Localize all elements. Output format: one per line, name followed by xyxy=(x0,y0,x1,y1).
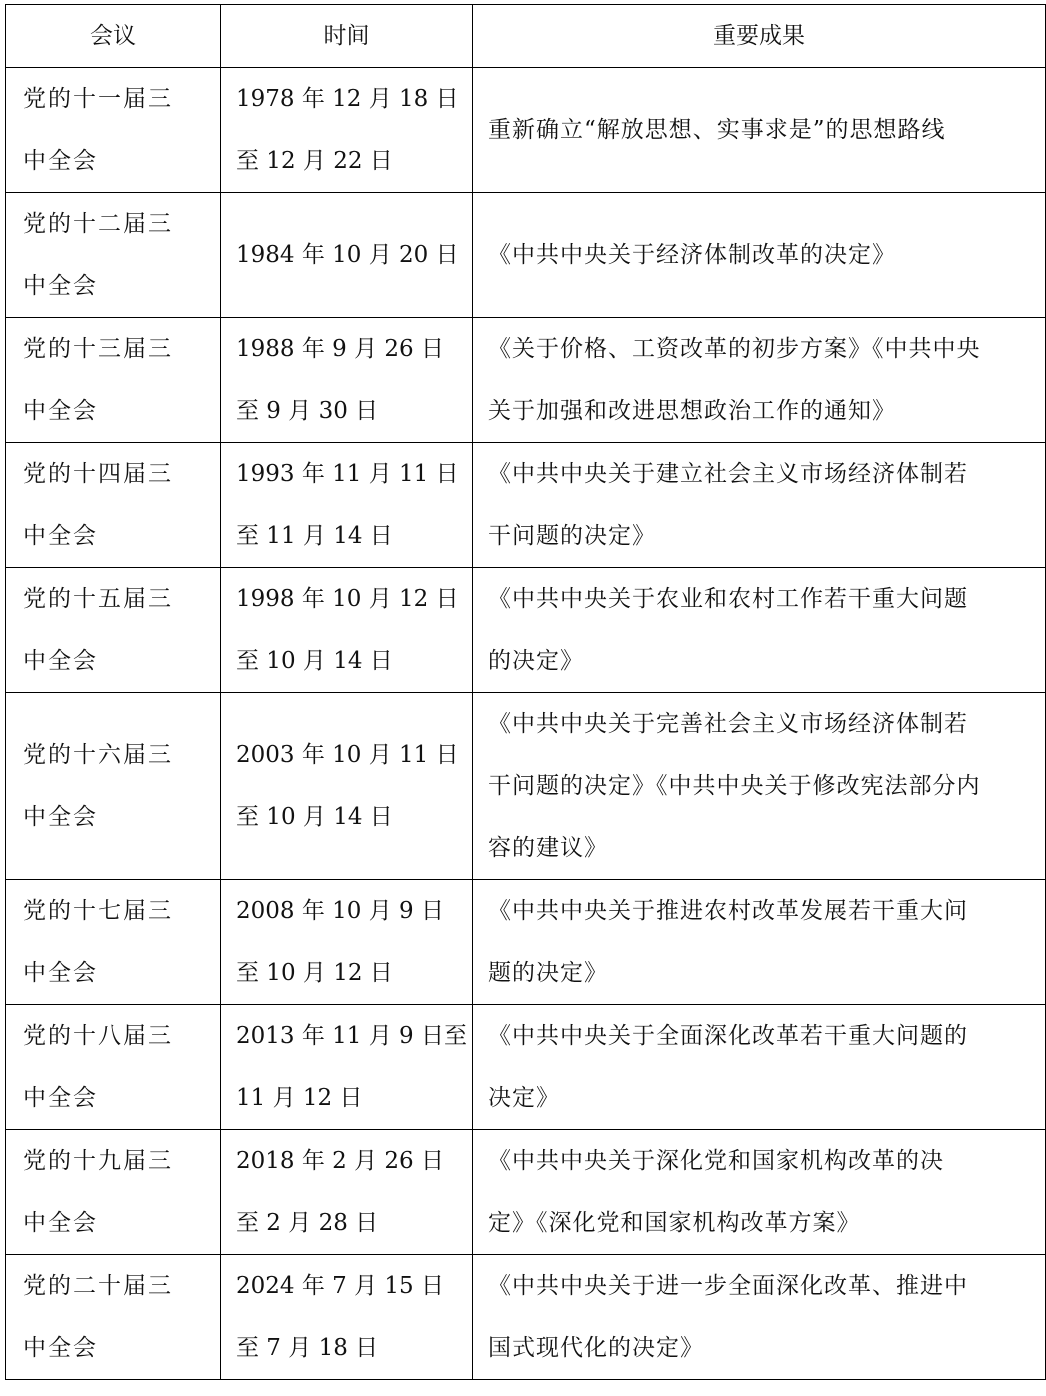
meeting-cell xyxy=(6,318,221,443)
meeting-line: 党的十八届三 xyxy=(23,1023,173,1049)
result-cell xyxy=(473,693,1046,880)
time-cell xyxy=(221,68,473,193)
time-line: 2013 年 11 月 9 日至 xyxy=(236,1023,467,1049)
result-cell xyxy=(473,318,1046,443)
meeting-line: 党的十五届三 xyxy=(23,586,173,612)
table-row xyxy=(6,68,1046,193)
meeting-line: 中全会 xyxy=(23,148,98,174)
meeting-cell xyxy=(6,1005,221,1130)
result-line: 《中共中央关于经济体制改革的决定》 xyxy=(488,242,896,268)
result-line: 决定》 xyxy=(488,1085,560,1111)
result-line: 《中共中央关于推进农村改革发展若干重大问 xyxy=(488,898,968,924)
meeting-cell xyxy=(6,1130,221,1255)
meeting-line: 中全会 xyxy=(23,960,98,986)
result-line: 干问题的决定》 xyxy=(488,523,656,549)
time-line: 至 7 月 18 日 xyxy=(236,1335,379,1361)
result-line: 《中共中央关于深化党和国家机构改革的决 xyxy=(488,1148,944,1174)
meeting-line: 中全会 xyxy=(23,648,98,674)
time-line: 至 10 月 14 日 xyxy=(236,804,393,830)
meeting-line: 中全会 xyxy=(23,398,98,424)
meeting-line: 党的十一届三 xyxy=(23,86,173,112)
meeting-line: 中全会 xyxy=(23,804,98,830)
meeting-cell xyxy=(6,880,221,1005)
time-line: 至 12 月 22 日 xyxy=(236,148,393,174)
header-time: 时间 xyxy=(221,5,473,68)
meeting-line: 中全会 xyxy=(23,523,98,549)
plenums-table xyxy=(5,4,1046,1380)
table-row xyxy=(6,1130,1046,1255)
result-cell xyxy=(473,568,1046,693)
table-row xyxy=(6,443,1046,568)
meeting-line: 党的十九届三 xyxy=(23,1148,173,1174)
time-line: 11 月 12 日 xyxy=(236,1085,363,1111)
time-line: 至 10 月 12 日 xyxy=(236,960,393,986)
result-line: 重新确立“解放思想、实事求是”的思想路线 xyxy=(488,117,946,143)
time-line: 1993 年 11 月 11 日 xyxy=(236,461,459,487)
result-line: 《中共中央关于农业和农村工作若干重大问题 xyxy=(488,586,968,612)
time-line: 2003 年 10 月 11 日 xyxy=(236,742,459,768)
result-cell xyxy=(473,1255,1046,1380)
meeting-line: 中全会 xyxy=(23,1210,98,1236)
meeting-line: 党的十三届三 xyxy=(23,336,173,362)
time-cell xyxy=(221,693,473,880)
meeting-line: 中全会 xyxy=(23,1335,98,1361)
result-cell xyxy=(473,880,1046,1005)
time-cell xyxy=(221,568,473,693)
result-line: 《中共中央关于建立社会主义市场经济体制若 xyxy=(488,461,968,487)
result-line: 《中共中央关于进一步全面深化改革、推进中 xyxy=(488,1273,968,1299)
table-row xyxy=(6,1255,1046,1380)
meeting-cell xyxy=(6,193,221,318)
time-line: 至 9 月 30 日 xyxy=(236,398,379,424)
meeting-line: 中全会 xyxy=(23,273,98,299)
time-line: 2018 年 2 月 26 日 xyxy=(236,1148,444,1174)
result-line: 容的建议》 xyxy=(488,835,608,861)
time-cell xyxy=(221,1130,473,1255)
result-line: 定》《深化党和国家机构改革方案》 xyxy=(488,1210,861,1236)
header-row xyxy=(6,5,1046,68)
table-row xyxy=(6,568,1046,693)
meeting-line: 中全会 xyxy=(23,1085,98,1111)
result-cell xyxy=(473,193,1046,318)
meeting-cell xyxy=(6,1255,221,1380)
meeting-cell xyxy=(6,68,221,193)
meeting-line: 党的十六届三 xyxy=(23,742,173,768)
meeting-line: 党的二十届三 xyxy=(23,1273,173,1299)
result-cell xyxy=(473,1005,1046,1130)
meeting-line: 党的十二届三 xyxy=(23,211,173,237)
meeting-line: 党的十四届三 xyxy=(23,461,173,487)
result-line: 《关于价格、工资改革的初步方案》《中共中央 xyxy=(488,336,981,362)
result-line: 的决定》 xyxy=(488,648,584,674)
result-cell xyxy=(473,1130,1046,1255)
meeting-cell xyxy=(6,568,221,693)
result-line: 《中共中央关于完善社会主义市场经济体制若 xyxy=(488,711,968,737)
meeting-cell xyxy=(6,443,221,568)
time-cell xyxy=(221,1005,473,1130)
time-cell xyxy=(221,880,473,1005)
time-line: 至 11 月 14 日 xyxy=(236,523,393,549)
result-line: 题的决定》 xyxy=(488,960,608,986)
time-line: 1998 年 10 月 12 日 xyxy=(236,586,459,612)
time-line: 2008 年 10 月 9 日 xyxy=(236,898,444,924)
table-row xyxy=(6,693,1046,880)
time-line: 1988 年 9 月 26 日 xyxy=(236,336,444,362)
table-row xyxy=(6,1005,1046,1130)
time-cell xyxy=(221,193,473,318)
meeting-line: 党的十七届三 xyxy=(23,898,173,924)
result-cell xyxy=(473,443,1046,568)
table-row xyxy=(6,318,1046,443)
table-row xyxy=(6,193,1046,318)
result-line: 关于加强和改进思想政治工作的通知》 xyxy=(488,398,896,424)
result-line: 国式现代化的决定》 xyxy=(488,1335,704,1361)
header-result: 重要成果 xyxy=(473,5,1046,68)
time-cell xyxy=(221,1255,473,1380)
time-line: 2024 年 7 月 15 日 xyxy=(236,1273,444,1299)
time-cell xyxy=(221,443,473,568)
meeting-cell xyxy=(6,693,221,880)
result-cell xyxy=(473,68,1046,193)
result-line: 《中共中央关于全面深化改革若干重大问题的 xyxy=(488,1023,968,1049)
result-line: 干问题的决定》《中共中央关于修改宪法部分内 xyxy=(488,773,981,799)
time-line: 1978 年 12 月 18 日 xyxy=(236,86,459,112)
time-cell xyxy=(221,318,473,443)
time-line: 至 2 月 28 日 xyxy=(236,1210,379,1236)
table-row xyxy=(6,880,1046,1005)
time-line: 1984 年 10 月 20 日 xyxy=(236,242,459,268)
header-meeting: 会议 xyxy=(6,5,221,68)
time-line: 至 10 月 14 日 xyxy=(236,648,393,674)
